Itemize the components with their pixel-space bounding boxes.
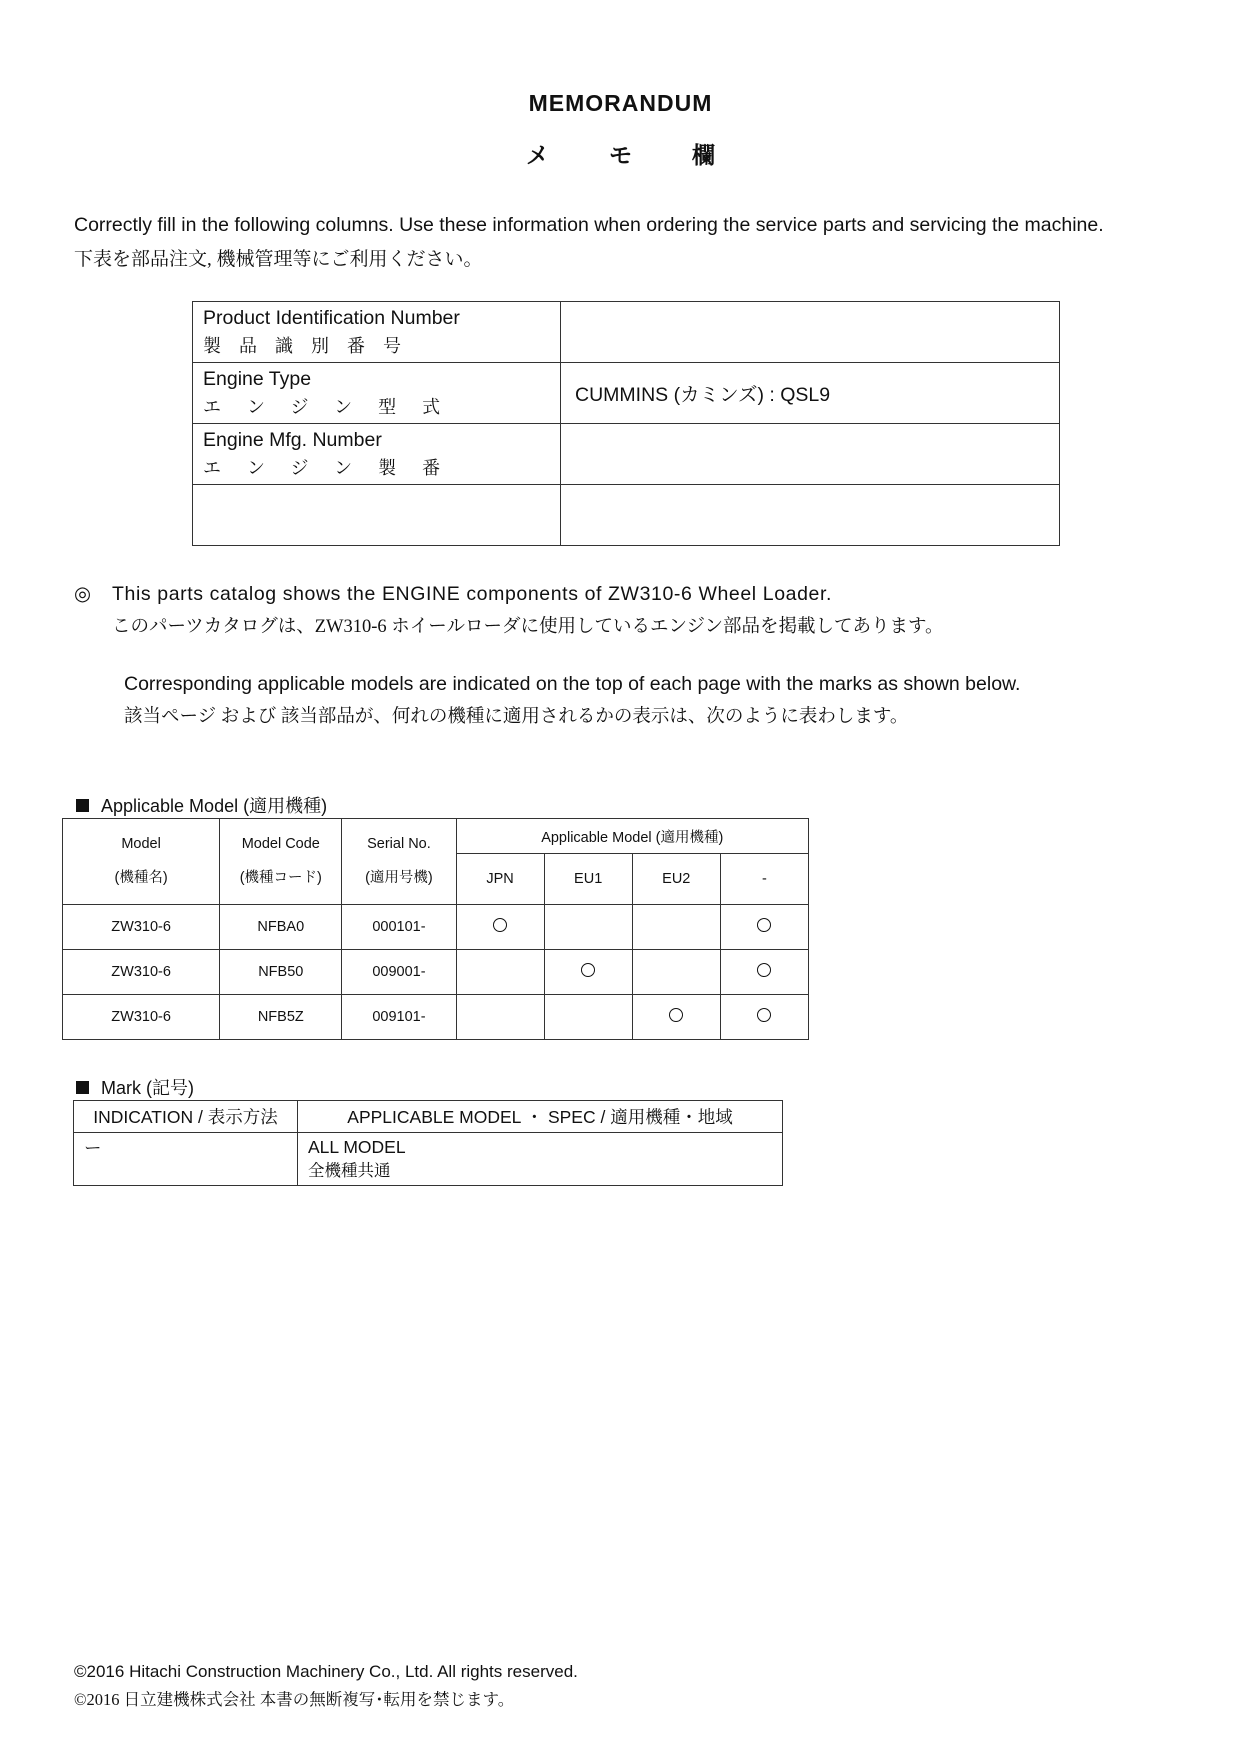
memo-label: [193, 363, 561, 424]
memo-value-field[interactable]: [561, 485, 1060, 546]
header-text-jp: (機種コード): [239, 870, 322, 886]
col-header-applicable: Applicable Model (適用機種): [456, 819, 809, 854]
col-header-model: [63, 819, 220, 905]
cell-serial: 009101-: [342, 995, 456, 1040]
applicable-model-table: [62, 818, 809, 1040]
cell-applicable-en: ALL MODEL: [308, 1137, 406, 1157]
square-bullet-icon: [76, 799, 89, 812]
section-heading-text: Mark (記号): [101, 1078, 194, 1098]
cell-mark: [720, 950, 808, 995]
cell-indication: ー: [74, 1133, 298, 1186]
col-header-eu2: EU2: [632, 854, 720, 905]
note-text: This parts catalog shows the ENGINE components of ZW310-6 Wheel Loader.: [112, 583, 833, 605]
circle-mark-icon: [581, 963, 595, 977]
cell-mark: [544, 995, 632, 1040]
copyright-jp: ©2016 日立建機株式会社 本書の無断複写･転用を禁じます。: [74, 1690, 515, 1709]
cell-model: ZW310-6: [63, 905, 220, 950]
header-text: Model: [121, 836, 161, 852]
memo-row-pin: [193, 302, 1060, 363]
memo-value-field[interactable]: [561, 424, 1060, 485]
cell-mark: [632, 905, 720, 950]
table-row: [63, 995, 809, 1040]
memo-value-field[interactable]: CUMMINS (カミンズ) : QSL9: [561, 363, 1060, 424]
cell-model: ZW310-6: [63, 995, 220, 1040]
table-row: [74, 1133, 783, 1186]
circle-mark-icon: [757, 963, 771, 977]
section-heading-applicable: [76, 792, 327, 818]
col-header-model-code: [220, 819, 342, 905]
memo-label-jp: 製品識別番号: [203, 336, 419, 356]
circle-mark-icon: [669, 1008, 683, 1022]
circle-mark-icon: [757, 1008, 771, 1022]
note-line: [74, 582, 832, 606]
cell-mark: [456, 995, 544, 1040]
note-text-jp: 該当ページ および 該当部品が、何れの機種に適用されるかの表示は、次のように表わします。: [124, 707, 909, 727]
cell-mark: [544, 905, 632, 950]
section-heading-mark: [76, 1074, 194, 1100]
cell-applicable: [298, 1133, 783, 1186]
memo-value-field[interactable]: [561, 302, 1060, 363]
table-row: [63, 950, 809, 995]
mark-table: [73, 1100, 783, 1186]
header-text: Model Code: [241, 836, 320, 852]
cell-mark: [632, 995, 720, 1040]
cell-mark: [456, 950, 544, 995]
col-header-eu1: EU1: [544, 854, 632, 905]
intro-text: Correctly fill in the following columns. Use these information when ordering the service parts and servicing the machine.: [74, 214, 1104, 236]
page-title-jp: [0, 137, 1241, 170]
cell-code: NFB5Z: [220, 995, 342, 1040]
col-header-dash: -: [720, 854, 808, 905]
double-circle-icon: ◎: [74, 583, 92, 605]
memo-label-jp: エンジン型式: [203, 397, 467, 417]
cell-code: NFB50: [220, 950, 342, 995]
memo-label-en: Product Identification Number: [203, 307, 460, 329]
cell-model: ZW310-6: [63, 950, 220, 995]
cell-applicable-jp: 全機種共通: [308, 1161, 391, 1180]
title-jp-char: メ: [525, 143, 549, 169]
title-jp-char: 欄: [692, 143, 716, 169]
memo-table: [192, 301, 1060, 546]
note-text-jp: このパーツカタログは、ZW310-6 ホイールローダに使用しているエンジン部品を掲載してあります。: [112, 617, 944, 637]
cell-mark: [720, 905, 808, 950]
memo-row-engine-type: [193, 363, 1060, 424]
circle-mark-icon: [757, 918, 771, 932]
header-text-jp: (適用号機): [365, 870, 433, 886]
header-text: Serial No.: [367, 836, 431, 852]
section-heading-text: Applicable Model (適用機種): [101, 796, 328, 816]
cell-mark: [720, 995, 808, 1040]
page-title: MEMORANDUM: [528, 90, 713, 116]
memo-label: [193, 424, 561, 485]
table-row: [63, 905, 809, 950]
header-text-jp: (機種名): [114, 870, 168, 886]
cell-code: NFBA0: [220, 905, 342, 950]
intro-text-jp: 下表を部品注文, 機械管理等にご利用ください。: [74, 249, 483, 270]
cell-serial: 009001-: [342, 950, 456, 995]
memo-label-en: Engine Type: [203, 368, 312, 390]
memo-row-engine-mfg: [193, 424, 1060, 485]
cell-mark: [456, 905, 544, 950]
memo-row-blank: [193, 485, 1060, 546]
note-text: Corresponding applicable models are indicated on the top of each page with the marks as shown below.: [124, 673, 1021, 695]
memo-label-jp: エンジン製番: [203, 458, 467, 478]
memo-label: [193, 302, 561, 363]
circle-mark-icon: [493, 918, 507, 932]
memo-label-en: Engine Mfg. Number: [203, 429, 382, 451]
col-header-jpn: JPN: [456, 854, 544, 905]
cell-serial: 000101-: [342, 905, 456, 950]
square-bullet-icon: [76, 1081, 89, 1094]
cell-mark: [632, 950, 720, 995]
copyright: ©2016 Hitachi Construction Machinery Co., Ltd. All rights reserved.: [74, 1662, 578, 1681]
col-header-applicable-spec: APPLICABLE MODEL ・ SPEC / 適用機種・地域: [298, 1101, 783, 1133]
title-jp-char: モ: [609, 143, 632, 169]
col-header-indication: INDICATION / 表示方法: [74, 1101, 298, 1133]
memo-label[interactable]: [193, 485, 561, 546]
cell-mark: [544, 950, 632, 995]
col-header-serial: [342, 819, 456, 905]
